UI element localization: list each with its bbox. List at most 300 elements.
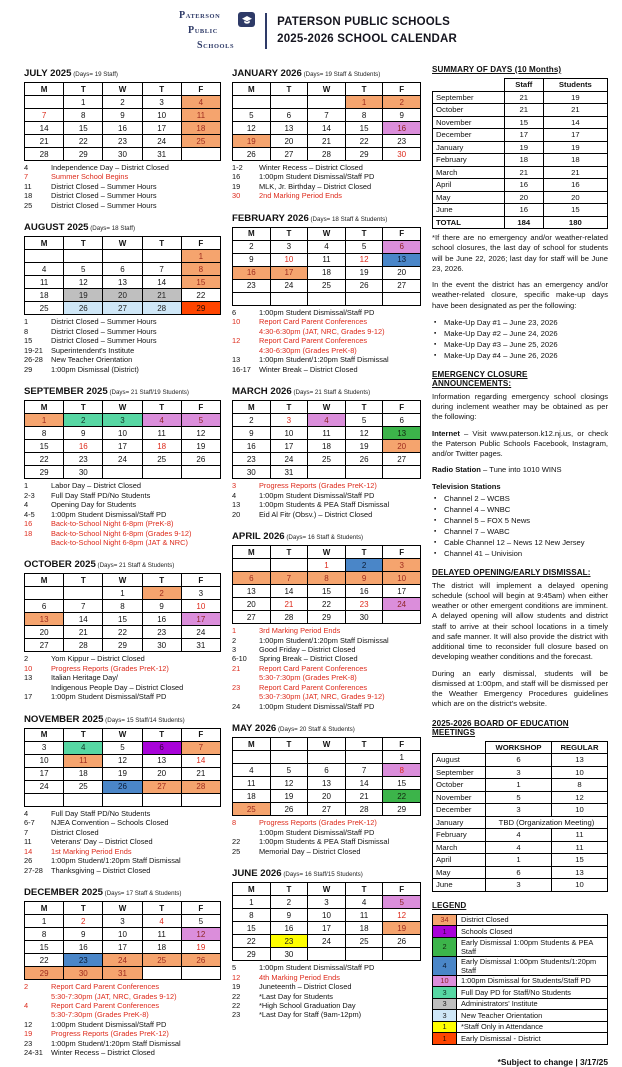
weekday-header: T: [345, 883, 383, 896]
week-row: [233, 764, 421, 777]
note-text: 5:30-7:30pm (JAT, NRC, Grades 9-12): [259, 692, 385, 702]
note-text: 1st Marking Period Ends: [51, 846, 132, 856]
weekday-header: M: [233, 546, 271, 559]
note-date: 14: [24, 846, 33, 856]
legend-row: [433, 1021, 608, 1033]
emergency-closure-section: [432, 370, 608, 559]
weekday-header: T: [142, 83, 181, 96]
summary-value-cell: 15: [543, 204, 607, 217]
delayed-opening-section: [432, 568, 608, 710]
calendar-day-cell: 18: [308, 440, 346, 453]
calendar-note: [24, 982, 221, 991]
calendar-note: [232, 172, 421, 181]
weekday-header: M: [25, 574, 64, 587]
month-notes: [24, 481, 221, 547]
boe-month-cell: June: [433, 879, 486, 892]
note-text: Independence Day – District Closed: [51, 163, 169, 172]
calendar-day-cell: 23: [383, 135, 421, 148]
weekday-header: T: [142, 728, 181, 741]
summary-value-cell: 21: [504, 104, 543, 117]
calendar-day-cell: 12: [181, 928, 220, 941]
week-row: [233, 240, 421, 253]
week-row: [25, 941, 221, 954]
note-date: 27-28: [24, 865, 43, 875]
summary-col-header: Students: [543, 79, 607, 92]
calendar-day-cell: 14: [345, 777, 383, 790]
note-text: 1:00pm Dismissal (District): [51, 364, 139, 374]
boe-month-cell: March: [433, 841, 486, 854]
summary-month-cell: November: [433, 116, 505, 129]
calendar-day-cell: 20: [103, 289, 142, 302]
boe-value-cell: 4: [485, 841, 551, 854]
calendar-day-cell: 21: [270, 598, 308, 611]
calendar-day-cell: 19: [233, 135, 271, 148]
week-row: [25, 915, 221, 928]
calendar-day-cell: 6: [103, 263, 142, 276]
weekday-header: W: [103, 401, 142, 414]
note-date: 22: [232, 837, 241, 847]
calendar-day-cell: 23: [64, 453, 103, 466]
boe-month-cell: December: [433, 804, 486, 817]
calendar-note: [24, 1001, 221, 1010]
calendar-day-cell: 10: [270, 253, 308, 266]
calendar-day-cell: 12: [64, 276, 103, 289]
calendar-day-cell: [308, 751, 346, 764]
week-row: [233, 896, 421, 909]
summary-of-days-section: [432, 65, 608, 229]
radio-text: – Tune into 1010 WINS: [480, 465, 562, 475]
boe-row: [433, 779, 608, 792]
week-row: [233, 790, 421, 803]
weekday-header: T: [270, 401, 308, 414]
calendar-note: [232, 346, 421, 355]
calendar-day-cell: 1: [308, 559, 346, 572]
summary-value-cell: 21: [504, 91, 543, 104]
boe-month-cell: April: [433, 854, 486, 867]
page-title: PATERSON PUBLIC SCHOOLS: [277, 15, 450, 28]
calendar-day-cell: 22: [181, 289, 220, 302]
calendar-day-cell: 8: [233, 909, 271, 922]
calendar-day-cell: 15: [233, 922, 271, 935]
makeup-day-item: ▪ Make-Up Day #2 – June 24, 2026: [434, 328, 608, 339]
weekday-header: T: [345, 738, 383, 751]
summary-value-cell: 15: [504, 116, 543, 129]
calendar-note: [232, 702, 421, 711]
calendar-day-cell: 26: [270, 803, 308, 816]
calendar-day-cell: 15: [25, 440, 64, 453]
legend-row: [433, 1033, 608, 1045]
calendar-day-cell: 23: [233, 453, 271, 466]
weekday-header: F: [181, 902, 220, 915]
week-row: [233, 440, 421, 453]
week-row: [25, 122, 221, 135]
note-date: 5: [232, 963, 237, 973]
calendar-day-cell: 3: [270, 240, 308, 253]
calendar-day-cell: 16: [233, 266, 271, 279]
note-text: Back-to-School Night 6-8pm (PreK-8): [51, 519, 174, 529]
note-date: [232, 346, 259, 355]
weekday-header: T: [270, 83, 308, 96]
makeup-days-list: [434, 317, 608, 361]
calendar-note: [24, 491, 221, 500]
note-date: 11: [24, 181, 32, 191]
calendar-day-cell: 18: [142, 941, 181, 954]
tv-channel-item: ▪ Channel 4 – WNBC: [434, 504, 608, 515]
calendar-day-cell: 21: [181, 767, 220, 780]
calendar-day-cell: 17: [142, 122, 181, 135]
calendar-day-cell: 22: [345, 135, 383, 148]
boe-month-cell: October: [433, 779, 486, 792]
summary-month-cell: May: [433, 191, 505, 204]
calendar-day-cell: 11: [64, 754, 103, 767]
calendar-day-cell: 13: [308, 777, 346, 790]
note-date: 19: [232, 181, 241, 191]
note-text: Winter Recess – District Closed: [51, 1048, 155, 1058]
summary-row: [433, 141, 608, 154]
boe-value-cell: 8: [552, 779, 608, 792]
month-april-2026: [232, 526, 421, 711]
month-title: [24, 709, 221, 727]
weekday-header: T: [345, 83, 383, 96]
calendar-day-cell: [181, 466, 220, 479]
calendar-day-cell: 12: [233, 122, 271, 135]
calendar-day-cell: [270, 96, 308, 109]
summary-value-cell: 20: [504, 191, 543, 204]
calendar-day-cell: 30: [64, 466, 103, 479]
note-date: 2: [232, 635, 237, 645]
week-row: [25, 135, 221, 148]
weekday-header: F: [383, 227, 421, 240]
calendar-day-cell: 19: [64, 289, 103, 302]
boe-value-cell: 5: [485, 791, 551, 804]
boe-col-header: WORKSHOP: [485, 741, 551, 754]
calendar-day-cell: 11: [181, 109, 220, 122]
calendar-day-cell: 15: [103, 613, 142, 626]
month-notes: [24, 317, 221, 374]
tv-channel-item: ▪ Channel 7 – WABC: [434, 526, 608, 537]
boe-row: [433, 754, 608, 767]
note-date: 22: [232, 1001, 241, 1010]
note-date: 2: [24, 654, 29, 664]
page-header: [24, 8, 612, 53]
month-name: JULY 2025: [24, 68, 72, 79]
month-grid: [232, 227, 421, 306]
note-date: 1: [24, 317, 29, 327]
month-january-2026: [232, 63, 421, 201]
weekday-header: M: [25, 401, 64, 414]
note-text: District Closed – Summer Hours: [51, 191, 157, 201]
tv-channel-item: ▪ Channel 2 – WCBS: [434, 493, 608, 504]
note-date: 4: [24, 163, 29, 172]
note-date: 23: [232, 1010, 241, 1020]
week-row: [25, 767, 221, 780]
weekday-header: T: [64, 574, 103, 587]
summary-month-cell: September: [433, 91, 505, 104]
calendar-day-cell: 5: [270, 764, 308, 777]
month-november-2025: [24, 709, 221, 875]
delayed-paragraph-1: The district will implement a delayed opening schedule (school will begin at 9:45am) when either weather or other emergent conditions are imminent. A delayed opening will allow students and district staff to arrive at their school locations in a timely and safe manner. It will also provide the district with additional time to reconsider full closure based on developing weather conditions and the forecast.: [432, 580, 608, 662]
calendar-day-cell: 8: [383, 764, 421, 777]
weekday-header: T: [345, 546, 383, 559]
month-day-count: (Days= 19 Staff & Students): [301, 71, 381, 78]
boe-value-cell: 3: [485, 879, 551, 892]
calendar-day-cell: 9: [64, 427, 103, 440]
month-notes: [24, 163, 221, 210]
legend-label: 1:00pm Dismissal for Students/Staff PD: [457, 975, 608, 987]
calendar-note: [24, 201, 221, 210]
calendar-note: [24, 346, 221, 355]
weekday-header: T: [64, 237, 103, 250]
calendar-note: [24, 866, 221, 875]
calendar-day-cell: 29: [64, 148, 103, 161]
calendar-day-cell: 3: [270, 414, 308, 427]
note-text: 4th Marking Period Ends: [259, 972, 340, 982]
month-title: [24, 63, 221, 81]
calendar-day-cell: 21: [64, 626, 103, 639]
district-logo: [179, 8, 255, 53]
calendar-day-cell: 11: [233, 777, 271, 790]
calendar-day-cell: 7: [270, 572, 308, 585]
note-date: [232, 673, 259, 682]
calendar-day-cell: [270, 559, 308, 572]
calendar-column-middle: [232, 63, 421, 1067]
calendar-day-cell: 10: [142, 109, 181, 122]
note-date: 8: [232, 818, 237, 828]
weekday-header: M: [25, 237, 64, 250]
calendar-day-cell: 16: [383, 122, 421, 135]
week-row: [25, 414, 221, 427]
calendar-day-cell: 2: [270, 896, 308, 909]
calendar-note: [24, 992, 221, 1001]
summary-value-cell: 18: [543, 154, 607, 167]
week-row: [25, 466, 221, 479]
calendar-day-cell: 11: [142, 928, 181, 941]
note-text: District Closed – Summer Hours: [51, 181, 157, 191]
boe-heading: 2025-2026 BOARD OF EDUCATION MEETINGS: [432, 718, 569, 737]
calendar-day-cell: 13: [383, 427, 421, 440]
week-row: [233, 751, 421, 764]
summary-value-cell: 16: [504, 204, 543, 217]
week-row: [233, 109, 421, 122]
legend-label: District Closed: [457, 914, 608, 926]
calendar-day-cell: 5: [181, 915, 220, 928]
calendar-day-cell: 16: [345, 585, 383, 598]
boe-value-cell: 6: [485, 754, 551, 767]
weekday-header: F: [181, 574, 220, 587]
legend-label: Administrators' Institute: [457, 998, 608, 1010]
weekday-header: F: [383, 883, 421, 896]
calendar-note: [24, 163, 221, 172]
note-text: Back-to-School Night 6-8pm (JAT & NRC): [51, 537, 188, 547]
summary-month-cell: February: [433, 154, 505, 167]
note-text: Italian Heritage Day/: [51, 673, 118, 683]
calendar-day-cell: 5: [103, 741, 142, 754]
boe-value-cell: 11: [552, 829, 608, 842]
calendar-day-cell: 10: [270, 427, 308, 440]
boe-meetings-section: [432, 719, 608, 892]
calendar-day-cell: 7: [181, 741, 220, 754]
calendar-day-cell: 8: [308, 572, 346, 585]
legend-label: Early Dismissal 1:00pm Students/1:20pm Staff: [457, 956, 608, 975]
boe-value-cell: 10: [552, 804, 608, 817]
boe-value-cell: 15: [552, 854, 608, 867]
week-row: [25, 954, 221, 967]
note-date: 29: [24, 364, 33, 374]
calendar-note: [24, 365, 221, 374]
note-text: 3rd Marking Period Ends: [259, 626, 341, 636]
calendar-day-cell: 4: [308, 414, 346, 427]
calendar-day-cell: 27: [308, 803, 346, 816]
weekday-header-row: [25, 574, 221, 587]
calendar-day-cell: 18: [345, 922, 383, 935]
calendar-day-cell: 17: [181, 613, 220, 626]
boe-header-row: [433, 741, 608, 754]
calendar-day-cell: 26: [64, 302, 103, 315]
note-date: 4: [24, 1001, 29, 1010]
legend-row: [433, 1010, 608, 1022]
calendar-day-cell: 3: [181, 587, 220, 600]
boe-row: [433, 829, 608, 842]
note-date: 12: [232, 972, 241, 982]
week-row: [25, 587, 221, 600]
calendar-day-cell: 25: [345, 935, 383, 948]
weekday-header: M: [233, 83, 271, 96]
week-row: [25, 780, 221, 793]
month-name: DECEMBER 2025: [24, 887, 103, 899]
calendar-day-cell: 12: [345, 253, 383, 266]
calendar-day-cell: 18: [233, 790, 271, 803]
calendar-note: [24, 692, 221, 701]
week-row: [233, 803, 421, 816]
note-text: 1:00pm Student Dismissal/Staff PD: [51, 509, 167, 519]
calendar-day-cell: 7: [25, 109, 64, 122]
month-may-2026: [232, 718, 421, 856]
calendar-day-cell: 28: [270, 611, 308, 624]
calendar-day-cell: 10: [181, 600, 220, 613]
legend-heading: LEGEND: [432, 900, 467, 910]
month-day-count: (Days= 18 Staff): [88, 225, 136, 233]
calendar-day-cell: 19: [181, 941, 220, 954]
note-date: 6-7: [24, 818, 35, 828]
week-row: [25, 109, 221, 122]
calendar-day-cell: 24: [270, 453, 308, 466]
note-text: 1:00pm Student Dismissal/Staff PD: [259, 827, 375, 837]
weekday-header-row: [233, 738, 421, 751]
calendar-note: [232, 636, 421, 645]
calendar-note: [232, 327, 421, 336]
boe-value-cell: 3: [485, 804, 551, 817]
legend-swatch: 1: [433, 926, 457, 938]
note-date: 18: [24, 191, 33, 201]
weekday-header: T: [64, 728, 103, 741]
calendar-day-cell: 8: [345, 109, 383, 122]
calendar-day-cell: [25, 96, 64, 109]
note-text: 4:30-6:30pm (JAT, NRC, Grades 9-12): [259, 326, 385, 336]
weekday-header: W: [103, 237, 142, 250]
note-text: Opening Day for Students: [51, 500, 137, 510]
makeup-day-item: ▪ Make-Up Day #3 – June 25, 2026: [434, 339, 608, 350]
calendar-day-cell: 29: [308, 611, 346, 624]
calendar-day-cell: 5: [345, 240, 383, 253]
month-february-2026: [232, 208, 421, 374]
note-date: 15: [24, 336, 33, 346]
weekday-header: W: [308, 883, 346, 896]
note-date: 2: [24, 982, 29, 992]
tv-heading: Television Stations: [432, 481, 501, 491]
calendar-day-cell: 6: [383, 240, 421, 253]
calendar-day-cell: [181, 148, 220, 161]
weekday-header: M: [25, 83, 64, 96]
week-row: [25, 928, 221, 941]
calendar-note: [24, 327, 221, 336]
calendar-day-cell: 13: [142, 754, 181, 767]
weekday-header: F: [181, 401, 220, 414]
week-row: [25, 626, 221, 639]
calendar-day-cell: 2: [142, 587, 181, 600]
calendar-day-cell: 17: [103, 440, 142, 453]
weekday-header: T: [64, 401, 103, 414]
calendar-day-cell: 30: [345, 611, 383, 624]
calendar-note: [24, 654, 221, 663]
calendar-day-cell: 6: [383, 414, 421, 427]
calendar-day-cell: 24: [308, 935, 346, 948]
calendar-day-cell: 19: [383, 922, 421, 935]
month-june-2026: [232, 863, 421, 1020]
weekday-header: T: [142, 237, 181, 250]
calendar-day-cell: 3: [308, 896, 346, 909]
calendar-day-cell: 30: [383, 148, 421, 161]
calendar-note: [232, 847, 421, 856]
calendar-day-cell: 26: [345, 453, 383, 466]
weekday-header: T: [142, 902, 181, 915]
calendar-note: [24, 172, 221, 181]
calendar-day-cell: 7: [308, 109, 346, 122]
calendar-day-cell: 28: [142, 302, 181, 315]
month-title: [24, 381, 221, 399]
emergency-paragraph: Information regarding emergency school closings during inclement weather may be obtained as per the following:: [432, 391, 608, 422]
note-text: District Closed – Summer Hours: [51, 336, 157, 346]
summary-value-cell: 184: [504, 216, 543, 229]
calendar-day-cell: 17: [103, 941, 142, 954]
calendar-day-cell: [103, 793, 142, 806]
calendar-day-cell: 3: [103, 915, 142, 928]
calendar-day-cell: 18: [308, 266, 346, 279]
boe-span-cell: TBD (Organization Meeting): [485, 816, 607, 829]
calendar-day-cell: [64, 250, 103, 263]
calendar-day-cell: 28: [181, 780, 220, 793]
calendar-note: [232, 510, 421, 519]
month-grid: [232, 400, 421, 479]
calendar-day-cell: 10: [103, 928, 142, 941]
note-text: 1:00pm Students & PEA Staff Dismissal: [259, 837, 390, 847]
summary-value-cell: 19: [504, 141, 543, 154]
boe-row: [433, 854, 608, 867]
month-name: OCTOBER 2025: [24, 559, 96, 571]
note-date: 12: [24, 1019, 33, 1029]
note-text: Progress Reports (Grades PreK-12): [51, 663, 169, 673]
calendar-day-cell: 1: [181, 250, 220, 263]
calendar-day-cell: 8: [25, 928, 64, 941]
delayed-heading: DELAYED OPENING/EARLY DISMISSAL:: [432, 567, 591, 577]
calendar-note: [232, 491, 421, 500]
calendar-day-cell: 25: [308, 279, 346, 292]
calendar-day-cell: 13: [103, 276, 142, 289]
calendar-day-cell: 8: [64, 109, 103, 122]
calendar-note: [232, 481, 421, 490]
note-text: District Closed – Summer Hours: [51, 200, 157, 210]
calendar-day-cell: 26: [103, 780, 142, 793]
note-text: Veterans' Day – District Closed: [51, 837, 153, 847]
